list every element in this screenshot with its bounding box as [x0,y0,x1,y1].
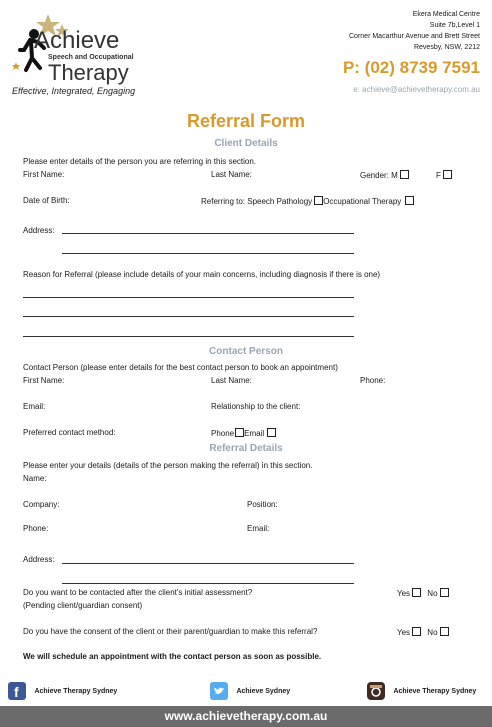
instagram-label: Achieve Therapy Sydney [393,687,477,695]
referrer-email-label: Email: [247,524,270,533]
occupational-therapy-checkbox[interactable] [405,196,414,205]
client-address-line-2[interactable] [62,253,354,254]
footer-url[interactable]: www.achievetherapy.com.au [0,706,492,727]
question-contact-after: Do you want to be contacted after the client's initial assessment? [23,588,253,597]
speech-pathology-label: Referring to: Speech Pathology [201,197,313,206]
referring-to [201,196,414,206]
q2-yes-checkbox[interactable] [412,627,421,636]
client-last-name-label: Last Name: [211,170,252,179]
referrer-address-line-2[interactable] [62,583,354,584]
speech-pathology-checkbox[interactable] [314,196,323,205]
twitter-link[interactable] [210,682,290,700]
contact-phone-label: Phone: [360,376,386,385]
question-consent: Do you have the consent of the client or their parent/guardian to make this referral? [23,627,318,636]
company-label: Company: [23,500,60,509]
q2-options [397,627,449,637]
gender-f-checkbox[interactable] [443,170,452,179]
address-line: Revesby, NSW, 2212 [413,44,480,51]
svg-text:f: f [14,684,19,700]
gender-m-checkbox[interactable] [400,170,409,179]
logo-subtitle: Speech and Occupational [48,54,134,61]
client-address-line-1[interactable] [62,233,354,234]
section-contact-heading: Contact Person [209,346,283,357]
gender-f-label: F [436,171,441,180]
logo-therapy: Therapy [48,60,129,85]
reason-line-3[interactable] [23,336,354,337]
contact-email-label: Email: [23,402,46,411]
referrer-phone-label: Phone: [23,524,49,533]
clinic-phone: P: (02) 8739 7591 [342,58,480,77]
reason-label: Reason for Referral (please include details of your main concerns, including diagnosis if there is one) [23,270,381,279]
section-client-heading: Client Details [214,138,278,149]
tagline: Effective, Integrated, Engaging [12,86,136,96]
q1-yes-checkbox[interactable] [412,588,421,597]
occupational-therapy-label: Occupational Therapy [323,197,402,206]
referral-intro: Please enter your details (details of the person making the referral) in this section. [23,461,313,470]
instagram-icon [367,682,385,700]
dob-label: Date of Birth: [23,196,70,205]
client-first-name-label: First Name: [23,170,65,179]
question-note: (Pending client/guardian consent) [23,601,143,610]
opt-phone-checkbox[interactable] [235,428,244,437]
gender-m-label: Gender: M [360,171,398,180]
facebook-label: Achieve Therapy Sydney [34,687,118,695]
client-address-label: Address: [23,226,55,235]
gender-label [360,170,409,180]
contact-first-name-label: First Name: [23,376,65,385]
position-label: Position: [247,500,278,509]
address-line: Ekera Medical Centre [412,11,480,18]
instagram-link[interactable] [367,682,476,700]
twitter-icon [210,682,228,700]
preferred-options [211,428,276,438]
contact-last-name-label: Last Name: [211,376,252,385]
address-line: Corner Macarthur Avenue and Brett Street [349,33,480,40]
relationship-label: Relationship to the client: [211,402,301,411]
schedule-note: We will schedule an appointment with the contact person as soon as possible. [23,652,322,661]
q2-yes-label: Yes [397,628,411,637]
preferred-contact-label: Preferred contact method: [23,428,116,437]
address-line: Suite 7b,Level 1 [429,22,480,29]
q1-no-checkbox[interactable] [440,588,449,597]
facebook-link[interactable] [8,682,117,700]
clinic-email: e: achieve@achievetherapy.com.au [353,85,480,94]
page-title: Referral Form [186,111,306,131]
opt-email-label: Email [244,429,265,438]
q2-no-checkbox[interactable] [440,627,449,636]
gender-f [436,170,452,180]
twitter-label: Achieve Sydney [236,687,291,695]
referrer-name-label: Name: [23,474,47,483]
facebook-icon [8,682,26,700]
reason-line-2[interactable] [23,316,354,317]
opt-email-checkbox[interactable] [267,428,276,437]
logo-name: Achieve [34,27,120,54]
reason-line-1[interactable] [23,297,354,298]
contact-intro: Contact Person (please enter details for the best contact person to book an appointment) [23,363,338,372]
client-intro: Please enter details of the person you are referring in this section. [23,157,257,166]
referrer-address-label: Address: [23,555,55,564]
q2-no-label: No [427,628,438,637]
q1-no-label: No [427,589,438,598]
referrer-address-line-1[interactable] [62,563,354,564]
q1-yes-label: Yes [397,589,411,598]
section-referral-heading: Referral Details [209,443,283,454]
opt-phone-label: Phone [211,429,235,438]
q1-options [397,588,449,598]
